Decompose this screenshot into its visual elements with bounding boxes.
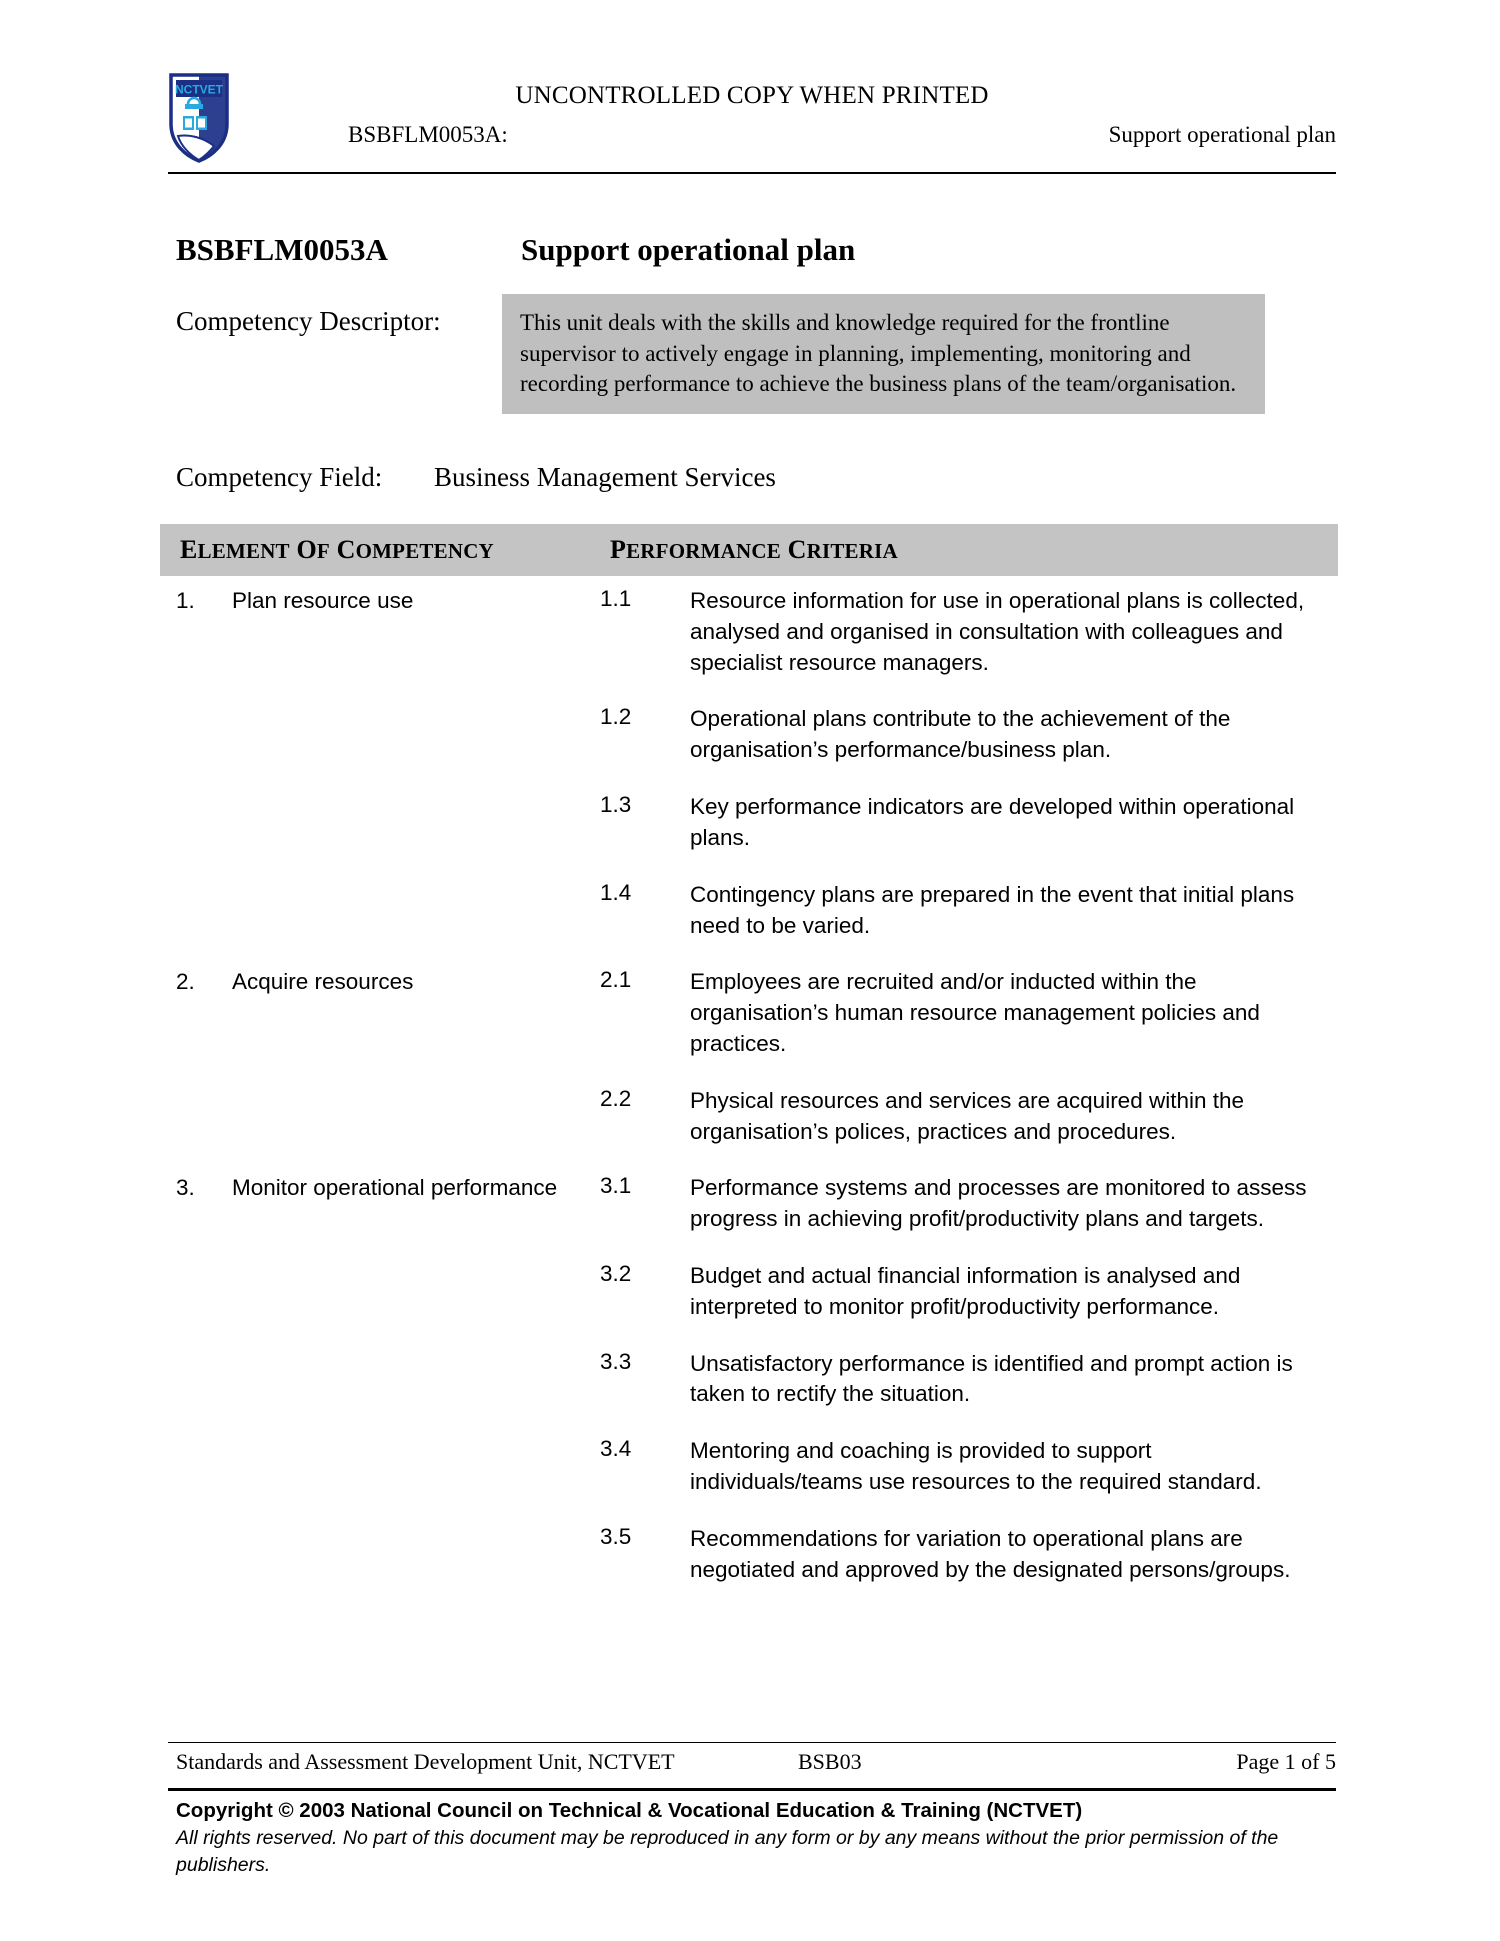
- copyright-notice: Copyright © 2003 National Council on Technical & Vocational Education & Training (NCTVET): [176, 1799, 1083, 1822]
- performance-criterion-row: [160, 1086, 1338, 1148]
- page-title: [176, 232, 1336, 268]
- footer-course-code: BSB03: [798, 1749, 862, 1774]
- performance-criterion-row: [160, 1436, 1338, 1498]
- table-row: [160, 967, 1338, 1147]
- criterion-text: Mentoring and coaching is provided to support individuals/teams use resources to the required standard.: [690, 1438, 1262, 1495]
- uncontrolled-copy-watermark: UNCONTROLLED COPY WHEN PRINTED: [515, 82, 989, 109]
- svg-text:NCTVET: NCTVET: [175, 82, 223, 97]
- performance-criterion-row: [160, 586, 1338, 678]
- criterion-text: Employees are recruited and/or inducted within the organisation’s human resource management policies and practices.: [690, 969, 1260, 1056]
- criterion-number: 1.4: [600, 879, 632, 905]
- criterion-number: 3.4: [600, 1436, 632, 1462]
- header-unit-title: Support operational plan: [1108, 122, 1336, 147]
- column-header-criteria: [610, 535, 898, 565]
- criterion-number: 3.1: [600, 1173, 632, 1199]
- performance-criterion-row: [160, 1173, 1338, 1235]
- element-number: 2.: [176, 969, 195, 995]
- element-number: 3.: [176, 1175, 195, 1201]
- element-name: Acquire resources: [232, 969, 414, 995]
- page-title-code: BSBFLM0053A: [176, 232, 388, 267]
- page-title-name: Support operational plan: [521, 232, 856, 267]
- criterion-number: 3.5: [600, 1523, 632, 1549]
- performance-criterion-row: [160, 1261, 1338, 1323]
- criterion-text: Recommendations for variation to operational plans are negotiated and approved by the designated persons/groups.: [690, 1525, 1291, 1582]
- criterion-number: 2.1: [600, 967, 632, 993]
- performance-criterion-row: [160, 967, 1338, 1059]
- header-unit-code: BSBFLM0053A:: [348, 122, 508, 147]
- criterion-number: 3.2: [600, 1261, 632, 1286]
- table-row: [160, 1173, 1338, 1585]
- performance-criterion-row: [160, 1524, 1338, 1586]
- copyright-block: [176, 1797, 1336, 1879]
- criterion-text: Contingency plans are prepared in the event that initial plans need to be varied.: [690, 881, 1295, 938]
- criterion-number: 1.3: [600, 792, 632, 818]
- column-header-criteria-text: PERFORMANCE CRITERIA: [610, 535, 898, 564]
- page-header: [168, 60, 1336, 156]
- footer-divider-bottom: [168, 1788, 1336, 1791]
- performance-criterion-row: [160, 1349, 1338, 1411]
- column-header-element-text: ELEMENT OF COMPETENCY: [180, 535, 494, 564]
- table-row: [160, 586, 1338, 941]
- performance-criterion-row: [160, 792, 1338, 854]
- header-unit-row: [168, 122, 1336, 156]
- element-name: Monitor operational performance: [232, 1175, 558, 1201]
- competency-field-value: Business Management Services: [434, 462, 776, 492]
- criterion-text: Resource information for use in operational plans is collected, analysed and organised in consultation with colleagues and specialist resource managers.: [690, 588, 1305, 675]
- competency-field-row: [176, 462, 776, 493]
- element-name: Plan resource use: [232, 588, 414, 613]
- column-header-element: [180, 535, 494, 565]
- footer-unit-name: Standards and Assessment Development Unit, NCTVET: [176, 1749, 675, 1774]
- criterion-text: Performance systems and processes are monitored to assess progress in achieving profit/productivity plans and targets.: [690, 1175, 1307, 1232]
- rights-notice: All rights reserved. No part of this document may be reproduced in any form or by any means without the prior permission of the publishers.: [176, 1827, 1279, 1877]
- competency-descriptor-box: [502, 294, 1265, 414]
- criterion-text: Unsatisfactory performance is identified and prompt action is taken to rectify the situation.: [690, 1350, 1293, 1407]
- criterion-text: Key performance indicators are developed within operational plans.: [690, 794, 1295, 850]
- competency-descriptor-text: This unit deals with the skills and knowledge required for the frontline supervisor to actively engage in planning, implementing, monitoring and recording performance to achieve the business plans of the team/organisation.: [520, 310, 1237, 397]
- criterion-text: Physical resources and services are acquired within the organisation’s polices, practices and procedures.: [690, 1087, 1245, 1144]
- criterion-number: 2.2: [600, 1085, 632, 1111]
- criterion-number: 1.2: [600, 704, 632, 730]
- criterion-text: Budget and actual financial information is analysed and interpreted to monitor profit/productivity performance.: [690, 1263, 1241, 1319]
- header-divider: [168, 172, 1336, 174]
- footer-page-number: Page 1 of 5: [1236, 1749, 1336, 1774]
- criteria-table-header: [160, 524, 1338, 576]
- criteria-table-body: [160, 586, 1338, 1612]
- criterion-number: 3.3: [600, 1348, 632, 1374]
- competency-descriptor-label: Competency Descriptor:: [176, 306, 441, 336]
- header-top-row: [168, 60, 1336, 116]
- element-number: 1.: [176, 588, 195, 613]
- criterion-number: 1.1: [600, 586, 632, 611]
- page-footer: [168, 1749, 1336, 1783]
- footer-divider-top: [168, 1742, 1336, 1743]
- criterion-text: Operational plans contribute to the achievement of the organisation’s performance/business plan.: [690, 706, 1231, 763]
- performance-criterion-row: [160, 880, 1338, 942]
- competency-field-label: Competency Field:: [176, 462, 383, 492]
- performance-criterion-row: [160, 704, 1338, 766]
